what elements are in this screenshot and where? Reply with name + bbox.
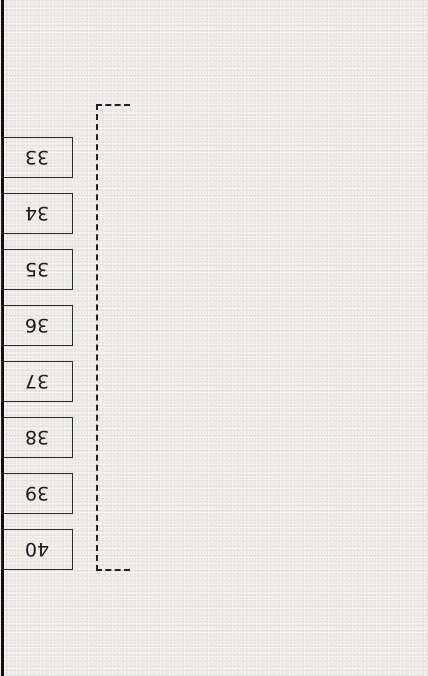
selection-bracket — [96, 104, 130, 571]
tile-36[interactable]: 36 — [1, 305, 73, 346]
tile-list — [1, 137, 73, 570]
tile-35[interactable]: 35 — [1, 249, 73, 290]
tile-33[interactable]: 33 — [1, 137, 73, 178]
tile-39[interactable]: 39 — [1, 473, 73, 514]
tile-40[interactable]: 40 — [1, 529, 73, 570]
tile-37[interactable]: 37 — [1, 361, 73, 402]
tile-38[interactable]: 38 — [1, 417, 73, 458]
tile-34[interactable]: 34 — [1, 193, 73, 234]
